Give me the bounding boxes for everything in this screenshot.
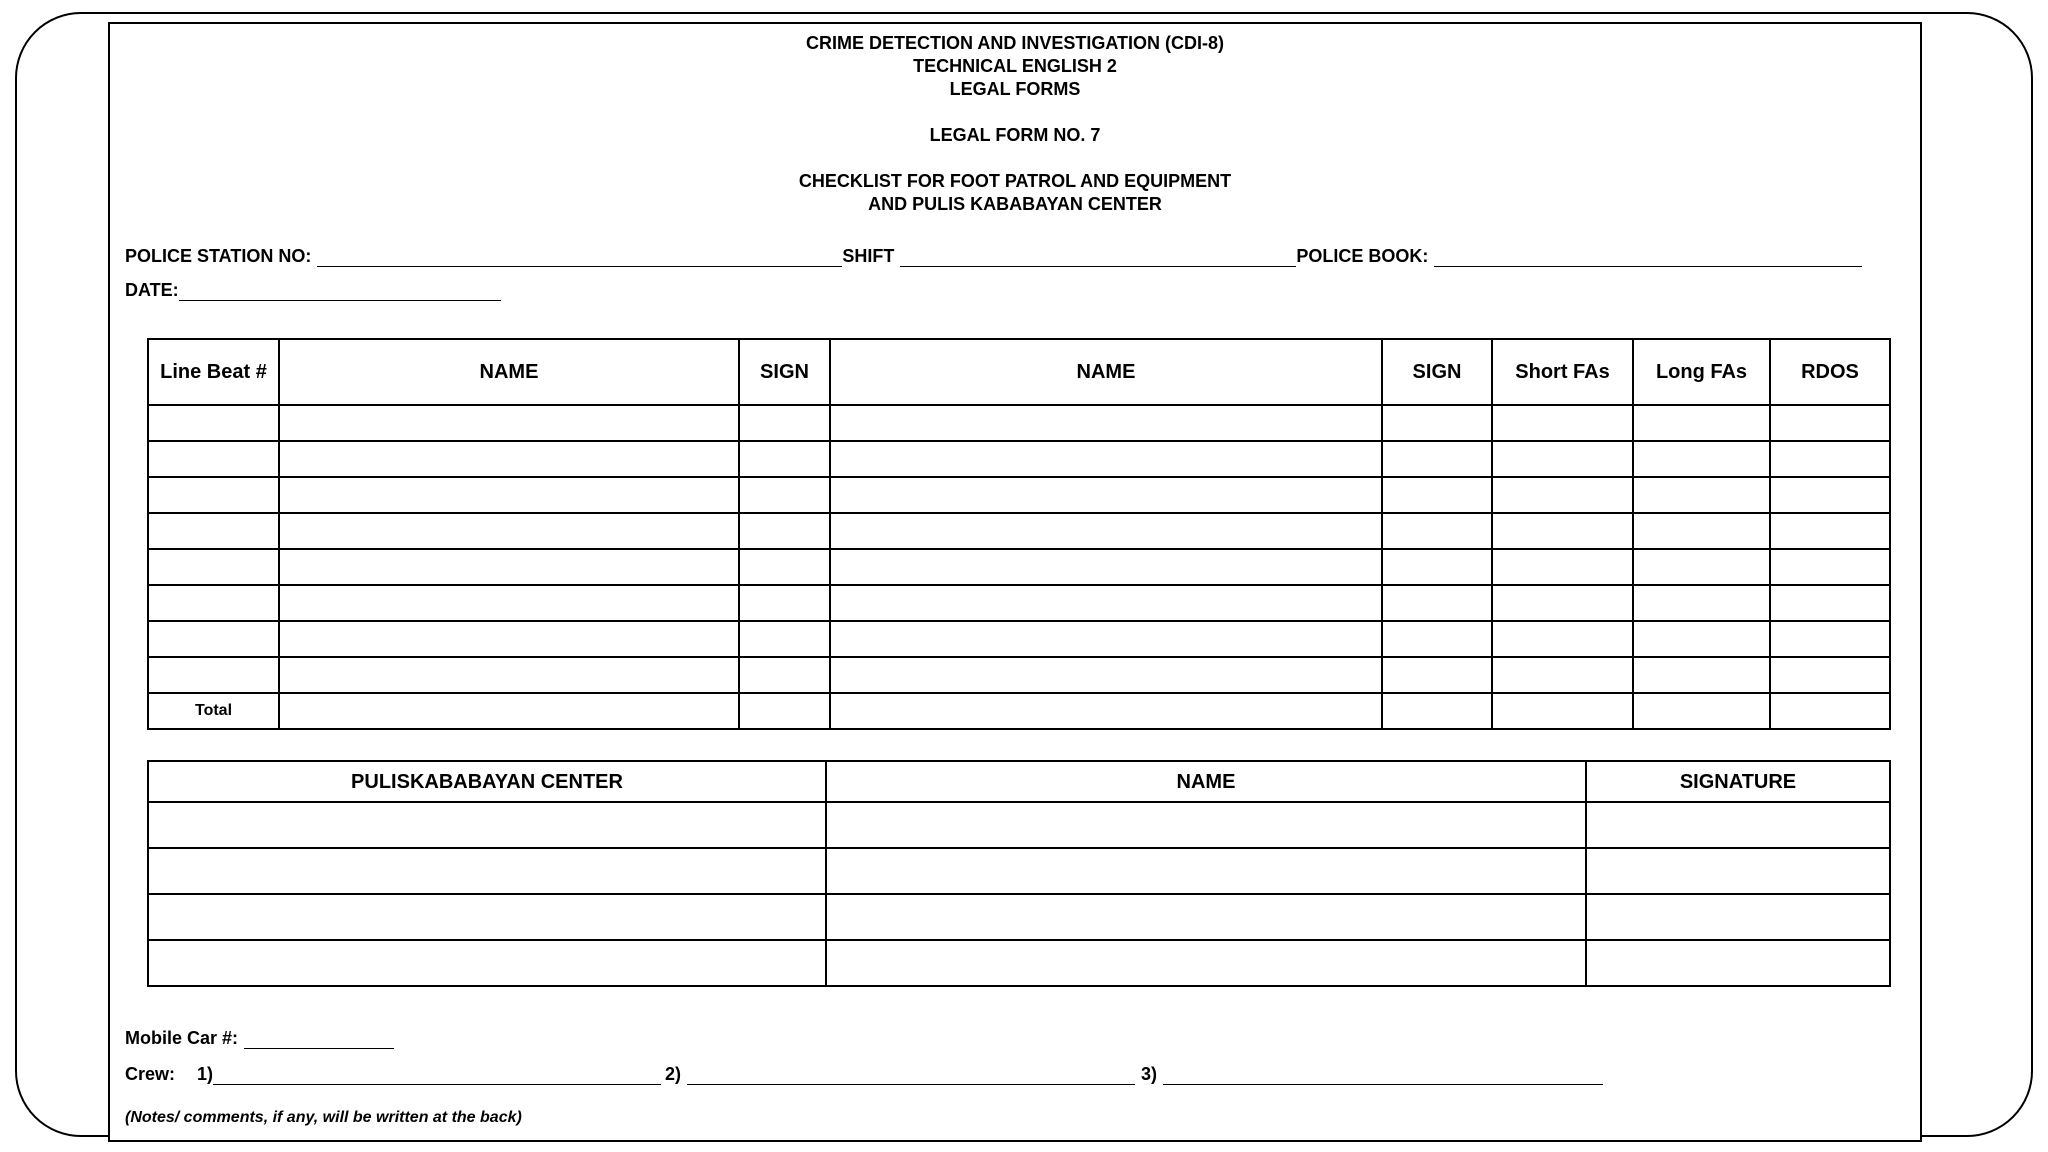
table-cell[interactable] bbox=[279, 441, 739, 477]
table-cell[interactable] bbox=[279, 621, 739, 657]
table-row bbox=[148, 549, 1890, 585]
table-cell[interactable] bbox=[1586, 848, 1890, 894]
table-cell[interactable] bbox=[1586, 894, 1890, 940]
crew-1-label: 1) bbox=[197, 1064, 214, 1084]
table-cell[interactable] bbox=[1382, 693, 1492, 729]
table-cell[interactable] bbox=[739, 693, 830, 729]
table-cell[interactable] bbox=[1382, 549, 1492, 585]
table-cell[interactable] bbox=[1586, 940, 1890, 986]
table-cell[interactable] bbox=[1770, 549, 1890, 585]
table-cell[interactable] bbox=[830, 621, 1382, 657]
table-cell[interactable] bbox=[1770, 405, 1890, 441]
table-cell[interactable] bbox=[739, 441, 830, 477]
col-long-fas: Long FAs bbox=[1633, 339, 1770, 405]
col-rdos: RDOS bbox=[1770, 339, 1890, 405]
table-cell[interactable] bbox=[1492, 477, 1633, 513]
table-cell[interactable] bbox=[1633, 585, 1770, 621]
police-station-field[interactable] bbox=[317, 248, 842, 267]
table-cell[interactable] bbox=[148, 657, 279, 693]
table-cell[interactable] bbox=[1633, 477, 1770, 513]
table-cell[interactable] bbox=[148, 549, 279, 585]
table-cell[interactable] bbox=[148, 940, 826, 986]
table-cell[interactable] bbox=[1770, 513, 1890, 549]
table-row bbox=[148, 848, 1890, 894]
table-cell[interactable] bbox=[1382, 585, 1492, 621]
table-row bbox=[148, 405, 1890, 441]
police-book-field[interactable] bbox=[1434, 248, 1862, 267]
form-title-line-2: AND PULIS KABABAYAN CENTER bbox=[868, 194, 1162, 214]
table-row bbox=[148, 477, 1890, 513]
station-shift-book-row bbox=[125, 246, 1862, 267]
table-row bbox=[148, 894, 1890, 940]
col-sign-1: SIGN bbox=[739, 339, 830, 405]
table-cell[interactable] bbox=[1492, 693, 1633, 729]
table-cell[interactable] bbox=[1770, 621, 1890, 657]
police-book-label: POLICE BOOK: bbox=[1296, 246, 1429, 266]
table-cell[interactable] bbox=[830, 513, 1382, 549]
table-cell[interactable] bbox=[826, 894, 1586, 940]
col-line-beat: Line Beat # bbox=[148, 339, 279, 405]
col-short-fas: Short FAs bbox=[1492, 339, 1633, 405]
table-cell[interactable] bbox=[739, 477, 830, 513]
legal-form-page bbox=[108, 22, 1922, 1142]
shift-field[interactable] bbox=[900, 248, 1296, 267]
crew-1-field[interactable] bbox=[213, 1066, 661, 1085]
table-cell[interactable] bbox=[1633, 621, 1770, 657]
table-cell[interactable] bbox=[148, 405, 279, 441]
table-cell[interactable] bbox=[279, 549, 739, 585]
table-cell[interactable] bbox=[1382, 405, 1492, 441]
table-cell[interactable] bbox=[1586, 802, 1890, 848]
table-cell[interactable] bbox=[739, 405, 830, 441]
form-header bbox=[110, 32, 1920, 101]
table-cell[interactable] bbox=[739, 513, 830, 549]
table-cell[interactable] bbox=[1382, 621, 1492, 657]
header-topic: LEGAL FORMS bbox=[949, 79, 1081, 99]
header-course: CRIME DETECTION AND INVESTIGATION (CDI-8) bbox=[806, 33, 1224, 53]
table-cell[interactable] bbox=[1492, 621, 1633, 657]
table-cell[interactable] bbox=[148, 894, 826, 940]
date-label: DATE: bbox=[125, 280, 179, 300]
table-cell[interactable] bbox=[1382, 657, 1492, 693]
table-cell[interactable] bbox=[148, 477, 279, 513]
date-row bbox=[125, 280, 501, 301]
table-cell[interactable] bbox=[1492, 513, 1633, 549]
col-name-1: NAME bbox=[279, 339, 739, 405]
table-cell[interactable] bbox=[1492, 585, 1633, 621]
table-cell[interactable] bbox=[1770, 441, 1890, 477]
table-cell[interactable] bbox=[826, 802, 1586, 848]
police-station-label: POLICE STATION NO: bbox=[125, 246, 312, 266]
table-cell[interactable] bbox=[739, 621, 830, 657]
table-cell[interactable] bbox=[830, 585, 1382, 621]
table-row bbox=[148, 802, 1890, 848]
table-cell[interactable] bbox=[1492, 657, 1633, 693]
table-row bbox=[148, 657, 1890, 693]
center-header-row bbox=[148, 761, 1890, 802]
table-cell[interactable] bbox=[148, 621, 279, 657]
table-cell[interactable] bbox=[279, 477, 739, 513]
notes-instruction: (Notes/ comments, if any, will be written at the back) bbox=[125, 1109, 522, 1126]
crew-row bbox=[125, 1064, 1603, 1085]
crew-label: Crew: bbox=[125, 1064, 176, 1084]
table-cell[interactable] bbox=[1633, 657, 1770, 693]
table-cell[interactable] bbox=[830, 405, 1382, 441]
table-cell[interactable] bbox=[148, 585, 279, 621]
table-cell[interactable] bbox=[1770, 693, 1890, 729]
table-cell[interactable] bbox=[1633, 549, 1770, 585]
crew-3-label: 3) bbox=[1141, 1064, 1158, 1084]
table-cell[interactable] bbox=[830, 477, 1382, 513]
crew-3-field[interactable] bbox=[1163, 1066, 1603, 1085]
table-cell[interactable] bbox=[148, 802, 826, 848]
table-cell[interactable] bbox=[1492, 441, 1633, 477]
table-cell[interactable] bbox=[279, 585, 739, 621]
header-subject: TECHNICAL ENGLISH 2 bbox=[913, 56, 1117, 76]
table-cell[interactable] bbox=[1770, 657, 1890, 693]
total-row bbox=[148, 693, 1890, 729]
table-cell[interactable] bbox=[830, 657, 1382, 693]
table-row bbox=[148, 940, 1890, 986]
crew-2-field[interactable] bbox=[687, 1066, 1135, 1085]
col-sign-2: SIGN bbox=[1382, 339, 1492, 405]
table-cell[interactable] bbox=[830, 441, 1382, 477]
foot-patrol-table bbox=[147, 338, 1891, 730]
table-cell[interactable] bbox=[279, 405, 739, 441]
pulis-kababayan-center-table bbox=[147, 760, 1891, 987]
table-cell[interactable] bbox=[1770, 477, 1890, 513]
table-cell[interactable] bbox=[1492, 549, 1633, 585]
table-cell[interactable] bbox=[148, 441, 279, 477]
table-cell[interactable] bbox=[279, 513, 739, 549]
form-title bbox=[110, 170, 1920, 216]
table-cell[interactable] bbox=[739, 585, 830, 621]
table-cell[interactable] bbox=[826, 848, 1586, 894]
table-cell[interactable] bbox=[826, 940, 1586, 986]
col-name-2: NAME bbox=[830, 339, 1382, 405]
mobile-car-row bbox=[125, 1028, 394, 1049]
table-cell[interactable] bbox=[1633, 441, 1770, 477]
form-title-line-1: CHECKLIST FOR FOOT PATROL AND EQUIPMENT bbox=[798, 171, 1232, 191]
table-row bbox=[148, 621, 1890, 657]
table-cell[interactable] bbox=[1492, 405, 1633, 441]
mobile-car-label: Mobile Car #: bbox=[125, 1028, 239, 1048]
crew-2-label: 2) bbox=[665, 1064, 682, 1084]
table-cell[interactable] bbox=[148, 513, 279, 549]
table-cell[interactable] bbox=[739, 657, 830, 693]
table-cell[interactable] bbox=[1382, 441, 1492, 477]
form-number: LEGAL FORM NO. 7 bbox=[929, 125, 1101, 145]
table-cell[interactable] bbox=[1633, 513, 1770, 549]
table-row bbox=[148, 585, 1890, 621]
table-cell[interactable] bbox=[739, 549, 830, 585]
table-cell[interactable] bbox=[1382, 513, 1492, 549]
col-signature: SIGNATURE bbox=[1586, 761, 1890, 802]
table-cell[interactable] bbox=[1382, 477, 1492, 513]
table-row bbox=[148, 513, 1890, 549]
table-cell[interactable] bbox=[1633, 693, 1770, 729]
table-cell[interactable] bbox=[830, 693, 1382, 729]
table-cell[interactable] bbox=[279, 657, 739, 693]
col-center: PULISKABABAYAN CENTER bbox=[148, 761, 826, 802]
table-cell[interactable] bbox=[1770, 585, 1890, 621]
patrol-header-row bbox=[148, 339, 1890, 405]
shift-label: SHIFT bbox=[842, 246, 895, 266]
table-row bbox=[148, 441, 1890, 477]
table-cell[interactable] bbox=[1633, 405, 1770, 441]
table-cell[interactable] bbox=[148, 848, 826, 894]
total-label: Total bbox=[148, 693, 279, 729]
table-cell[interactable] bbox=[279, 693, 739, 729]
date-field[interactable] bbox=[179, 282, 501, 301]
table-cell[interactable] bbox=[830, 549, 1382, 585]
mobile-car-field[interactable] bbox=[244, 1030, 394, 1049]
col-name: NAME bbox=[826, 761, 1586, 802]
